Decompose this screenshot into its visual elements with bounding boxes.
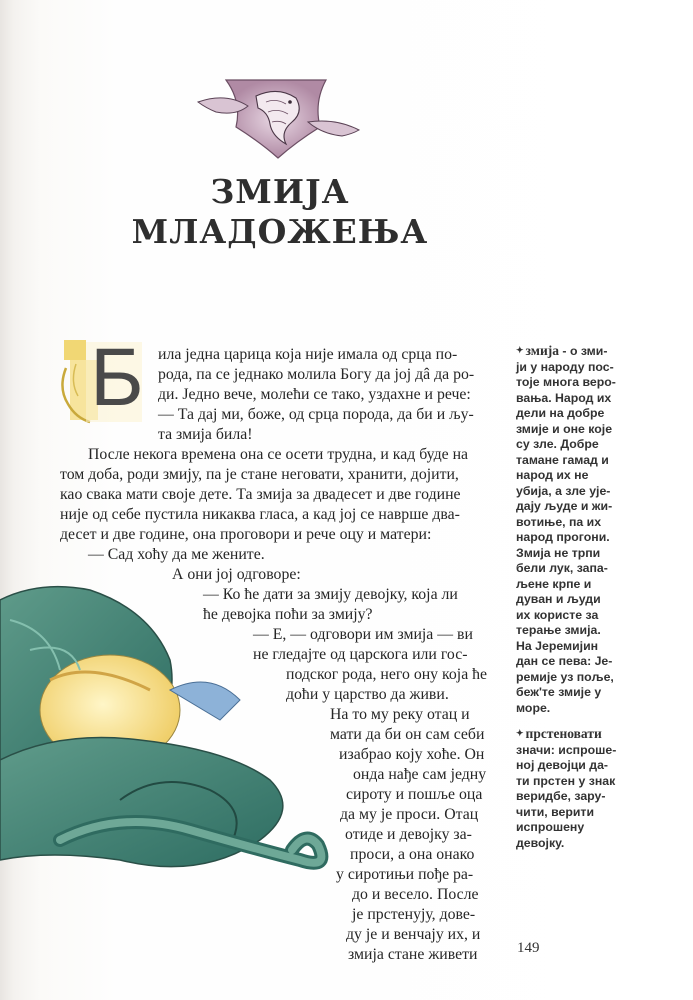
body-line: — Та дај ми, боже, од срца порода, да би и љу- [158, 406, 474, 423]
body-line: није од себе пустила никаква гласа, а кад јој се навршe два- [60, 506, 460, 523]
body-line: ди. Једно вече, молећи се тако, уздахне и рече: [158, 386, 471, 403]
body-line: десет и две године, она проговори и рече оцу и матери: [60, 526, 432, 543]
body-line: је прстенују, дове- [352, 906, 476, 923]
body-line: као свака мати своје дете. Та змија за двадесет и две године [60, 486, 461, 503]
glossary-line: чити, верити [516, 804, 595, 819]
glossary-line: тоје многа веро- [516, 375, 616, 389]
glossary-line: тамане гамад и [516, 452, 609, 467]
body-line: отиде и девојку за- [345, 826, 472, 843]
glossary-term: прстеновати [525, 726, 602, 741]
glossary-line: их користе за [516, 607, 599, 622]
body-line: не гледајте од царскога или гос- [253, 646, 468, 663]
glossary-line: море. [516, 700, 551, 715]
body-line: ће девојка поћи за змију? [203, 606, 373, 623]
body-line: сироту и пошље оца [346, 786, 483, 803]
glossary-line: беж'те змије у [516, 685, 602, 699]
body-line: проси, а она онако [350, 846, 475, 863]
glossary-line: народ их не [516, 468, 589, 482]
glossary-line: дан се пева: Је- [516, 654, 613, 668]
body-line: рода, па се једнако молила Богу да јој дâ да ро- [158, 366, 475, 383]
body-line: На то му реку отац и [330, 706, 470, 723]
serpent-illustration [0, 560, 340, 900]
body-line: до и весело. После [352, 886, 479, 903]
body-line: та змија била! [158, 426, 253, 443]
body-line: ила једна царица која није имала од срца по- [158, 346, 458, 363]
body-line: — Ко ће дати за змију девојку, која ли [203, 586, 458, 603]
glossary-line: Змија не трпи [516, 545, 601, 560]
dragon-ornament-icon [196, 72, 361, 162]
glossary-line: испрошену [516, 820, 585, 834]
glossary-entry [516, 726, 676, 851]
glossary-line [516, 726, 676, 743]
glossary-line: На Јеремијин [516, 638, 599, 653]
glossary-line: вања. Народ их [516, 390, 612, 405]
body-line: том доба, роди змију, па је стане неговати, хранити, дојити, [60, 466, 459, 483]
glossary-line: ној девојци да- [516, 758, 609, 772]
star-bullet-icon: ✦ [516, 728, 524, 738]
drop-cap [56, 332, 150, 428]
glossary-line: ти прстен у знак [516, 773, 616, 788]
body-line: изабрао коју хоће. Он [339, 746, 485, 763]
glossary-line: веридбе, зару- [516, 789, 606, 803]
body-line: у сиротињи пође ра- [336, 866, 474, 883]
glossary-line: вотиње, па их [516, 514, 602, 529]
glossary-line: ремије уз поље, [516, 669, 614, 684]
glossary-line: убија, а зле ује- [516, 483, 611, 498]
story-title-line-1: ЗМИЈА [210, 172, 350, 211]
drop-cap-letter: Б [90, 332, 144, 423]
glossary-line: бели лук, запа- [516, 561, 608, 575]
glossary-line: ји у народу пос- [516, 359, 614, 374]
page-number: 149 [517, 940, 540, 956]
body-line: А они јој одговоре: [172, 566, 301, 583]
body-line: После некога времена она се осети трудна, и кад буде на [88, 446, 469, 463]
glossary-line: су зле. Добре [516, 437, 599, 451]
body-line: ду је и венчају их, и [346, 926, 481, 943]
glossary-line: дели на добре [516, 406, 605, 420]
body-line: змија стане живети [348, 946, 478, 963]
glossary-text: - о зми- [559, 344, 608, 358]
body-line: — Сад хоћу да ме жените. [88, 546, 265, 563]
star-bullet-icon: ✦ [516, 345, 524, 355]
body-line: да му је проси. Отац [340, 806, 479, 823]
story-title-line-2: МЛАДОЖЕЊА [131, 212, 429, 251]
body-line: онда нађе сам једну [353, 766, 487, 783]
glossary-line: љене крпе и [516, 576, 592, 591]
glossary-line: дају људе и жи- [516, 499, 613, 513]
glossary-line: дуван и људи [516, 592, 601, 606]
glossary-line: терање змија. [516, 623, 601, 637]
body-line: доћи у царство да живи. [286, 686, 449, 703]
glossary-line: народ прогони. [516, 530, 610, 544]
glossary-line: значи: испроше- [516, 742, 617, 757]
glossary-entry [516, 343, 676, 716]
body-line: подског рода, него ону која ће [286, 666, 488, 683]
body-line: мати да би он сам себи [330, 726, 485, 743]
body-line: — Е, — одговори им змија — ви [253, 626, 473, 643]
glossary-term: змија [525, 343, 560, 358]
glossary-line: змије и оне које [516, 421, 613, 436]
glossary-line [516, 343, 676, 360]
glossary-line: девојку. [516, 835, 565, 850]
glossary-sidebar [516, 343, 676, 851]
